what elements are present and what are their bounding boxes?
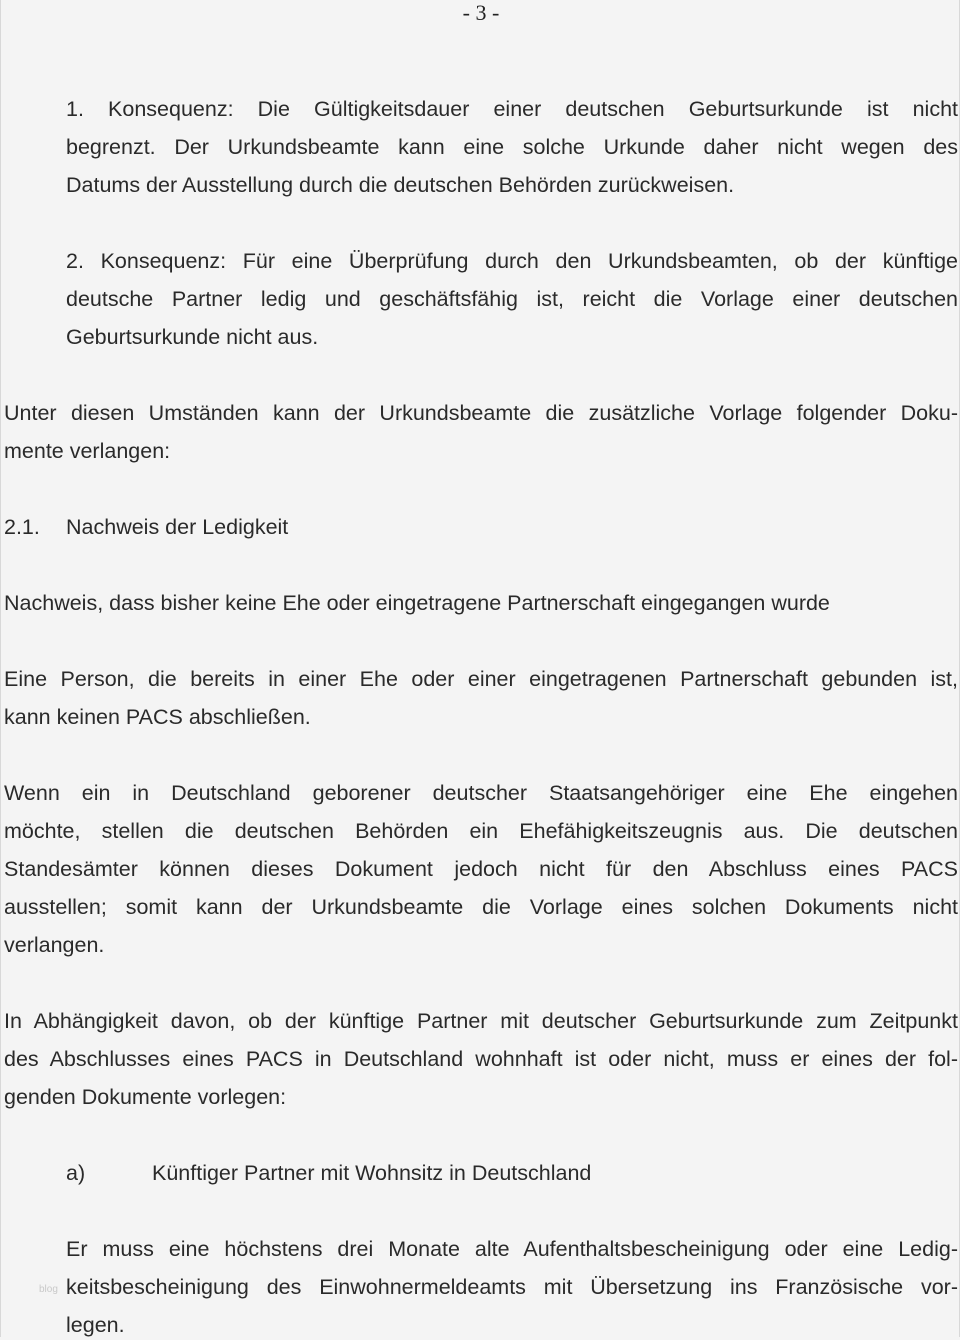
item-a-label: a) xyxy=(66,1161,86,1185)
section-number: 2.1. xyxy=(4,515,40,539)
muss-paragraph-line: keitsbescheinigung des Einwohnermeldeamts mit Übersetzung ins Französische vor- xyxy=(66,1275,958,1299)
consequence-1-line: Datums der Ausstellung durch die deutschen Behörden zurückweisen. xyxy=(66,173,735,197)
item-a-title: Künftiger Partner mit Wohnsitz in Deutschland xyxy=(152,1161,592,1185)
muss-paragraph-line: Er muss eine höchstens drei Monate alte Aufenthaltsbescheinigung oder eine Ledig- xyxy=(66,1237,958,1261)
page-number: - 3 - xyxy=(462,0,500,25)
wenn-paragraph-line: möchte, stellen die deutschen Behörden ein Ehefähigkeitszeugnis aus. Die deutschen xyxy=(4,819,958,843)
watermark: blog xyxy=(39,1284,58,1295)
abhaengigkeit-paragraph-line: des Abschlusses eines PACS in Deutschland wohnhaft ist oder nicht, muss er eines der fol- xyxy=(4,1047,958,1071)
muss-paragraph-line: legen. xyxy=(66,1313,125,1337)
section-title: Nachweis der Ledigkeit xyxy=(66,515,289,539)
consequence-2-line: 2. Konsequenz: Für eine Überprüfung durch den Urkundsbeamten, ob der künftige xyxy=(66,249,958,273)
consequence-2-line: Geburtsurkunde nicht aus. xyxy=(66,325,319,349)
wenn-paragraph-line: Wenn ein in Deutschland geborener deutscher Staatsangehöriger eine Ehe eingehen xyxy=(4,781,958,805)
wenn-paragraph-line: verlangen. xyxy=(4,933,105,957)
wenn-paragraph-line: Standesämter können dieses Dokument jedoch nicht für den Abschluss eines PACS xyxy=(4,857,958,881)
consequence-1-line: begrenzt. Der Urkundsbeamte kann eine solche Urkunde daher nicht wegen des xyxy=(66,135,958,159)
consequence-2-line: deutsche Partner ledig und geschäftsfähig ist, reicht die Vorlage einer deutschen xyxy=(66,287,958,311)
person-paragraph-line: Eine Person, die bereits in einer Ehe oder einer eingetragenen Partnerschaft gebunden ist, xyxy=(4,667,958,691)
consequence-1-line: 1. Konsequenz: Die Gültigkeitsdauer einer deutschen Geburtsurkunde ist nicht xyxy=(66,97,958,121)
wenn-paragraph-line: ausstellen; somit kann der Urkundsbeamte die Vorlage eines solchen Dokuments nicht xyxy=(4,895,958,919)
abhaengigkeit-paragraph-line: In Abhängigkeit davon, ob der künftige Partner mit deutscher Geburtsurkunde zum Zeitpunkt xyxy=(4,1009,958,1033)
intro-line: Unter diesen Umständen kann der Urkundsbeamte die zusätzliche Vorlage folgender Doku- xyxy=(4,401,958,425)
subheading: Nachweis, dass bisher keine Ehe oder eingetragene Partnerschaft eingegangen wurde xyxy=(4,591,830,615)
abhaengigkeit-paragraph-line: genden Dokumente vorlegen: xyxy=(4,1085,287,1109)
person-paragraph-line: kann keinen PACS abschließen. xyxy=(4,705,311,729)
intro-line: mente verlangen: xyxy=(4,439,171,463)
